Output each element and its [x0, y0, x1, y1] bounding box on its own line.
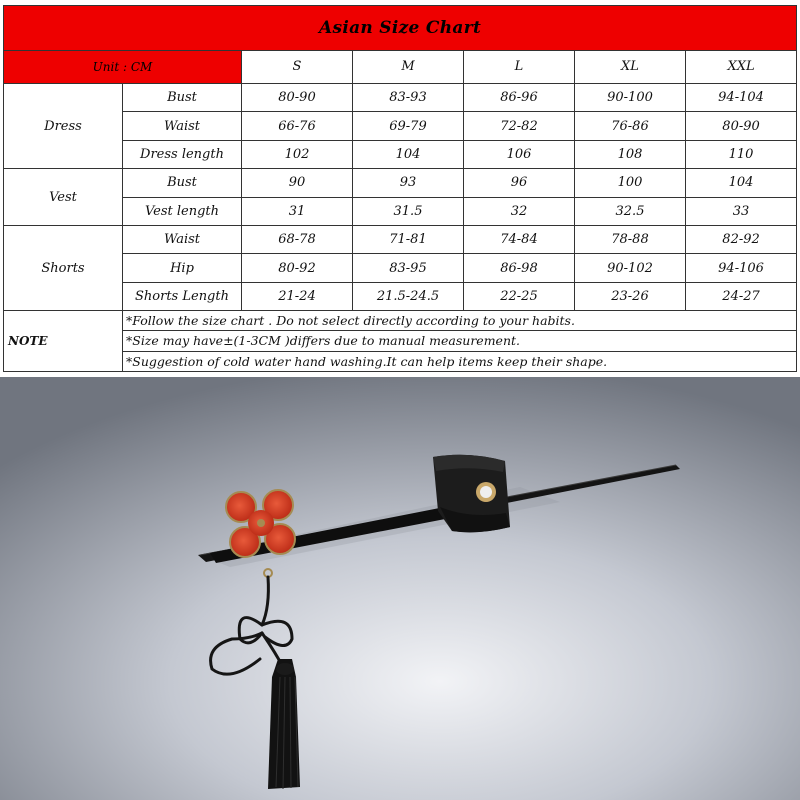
measurement-label: Waist — [123, 112, 242, 140]
table-row — [4, 140, 797, 168]
measurement-value: 76-86 — [575, 112, 686, 140]
measurement-value: 104 — [353, 140, 464, 168]
photo-backdrop — [0, 377, 800, 800]
note-row — [4, 351, 797, 371]
measurement-value: 74-84 — [464, 225, 575, 253]
measurement-value: 80-92 — [242, 254, 353, 282]
note-text: *Follow the size chart . Do not select directly according to your habits. — [123, 311, 797, 331]
table-row — [4, 197, 797, 225]
measurement-value: 22-25 — [464, 282, 575, 310]
measurement-value: 86-98 — [464, 254, 575, 282]
measurement-label: Hip — [123, 254, 242, 282]
measurement-value: 32.5 — [575, 197, 686, 225]
measurement-value: 94-106 — [686, 254, 797, 282]
measurement-value: 31 — [242, 197, 353, 225]
measurement-value: 31.5 — [353, 197, 464, 225]
note-row — [4, 311, 797, 331]
table-row — [4, 169, 797, 197]
measurement-label: Vest length — [123, 197, 242, 225]
measurement-label: Bust — [123, 169, 242, 197]
note-text: *Size may have±(1-3CM )differs due to manual measurement. — [123, 331, 797, 351]
measurement-value: 100 — [575, 169, 686, 197]
measurement-value: 94-104 — [686, 84, 797, 112]
measurement-value: 68-78 — [242, 225, 353, 253]
measurement-value: 80-90 — [242, 84, 353, 112]
measurement-value: 21-24 — [242, 282, 353, 310]
size-header: S — [242, 50, 353, 83]
measurement-value: 71-81 — [353, 225, 464, 253]
size-header: XXL — [686, 50, 797, 83]
measurement-value: 69-79 — [353, 112, 464, 140]
garment-label: Dress — [4, 84, 123, 169]
size-header: L — [464, 50, 575, 83]
product-photo — [0, 377, 800, 800]
measurement-value: 104 — [686, 169, 797, 197]
table-row — [4, 225, 797, 253]
measurement-value: 78-88 — [575, 225, 686, 253]
measurement-value: 21.5-24.5 — [353, 282, 464, 310]
table-row — [4, 282, 797, 310]
garment-label: Shorts — [4, 225, 123, 310]
measurement-value: 23-26 — [575, 282, 686, 310]
garment-label: Vest — [4, 169, 123, 226]
measurement-value: 83-93 — [353, 84, 464, 112]
measurement-value: 106 — [464, 140, 575, 168]
measurement-value: 110 — [686, 140, 797, 168]
measurement-value: 90-102 — [575, 254, 686, 282]
measurement-value: 66-76 — [242, 112, 353, 140]
size-header: XL — [575, 50, 686, 83]
note-text: *Suggestion of cold water hand washing.It can help items keep their shape. — [123, 351, 797, 371]
note-row — [4, 331, 797, 351]
measurement-value: 32 — [464, 197, 575, 225]
size-header: M — [353, 50, 464, 83]
measurement-label: Dress length — [123, 140, 242, 168]
table-row — [4, 84, 797, 112]
table-row — [4, 254, 797, 282]
table-row — [4, 112, 797, 140]
measurement-label: Shorts Length — [123, 282, 242, 310]
measurement-value: 83-95 — [353, 254, 464, 282]
title-row — [4, 6, 797, 51]
measurement-value: 33 — [686, 197, 797, 225]
unit-label: Unit : CM — [4, 50, 242, 83]
chart-title: Asian Size Chart — [4, 6, 797, 51]
measurement-value: 24-27 — [686, 282, 797, 310]
measurement-label: Bust — [123, 84, 242, 112]
measurement-label: Waist — [123, 225, 242, 253]
measurement-value: 108 — [575, 140, 686, 168]
note-label: NOTE — [4, 311, 123, 372]
measurement-value: 96 — [464, 169, 575, 197]
measurement-value: 90-100 — [575, 84, 686, 112]
tassel — [268, 659, 300, 789]
header-row — [4, 50, 797, 83]
measurement-value: 93 — [353, 169, 464, 197]
measurement-value: 90 — [242, 169, 353, 197]
measurement-value: 102 — [242, 140, 353, 168]
measurement-value: 80-90 — [686, 112, 797, 140]
measurement-value: 82-92 — [686, 225, 797, 253]
measurement-value: 72-82 — [464, 112, 575, 140]
measurement-value: 86-96 — [464, 84, 575, 112]
size-chart-table — [3, 5, 797, 372]
